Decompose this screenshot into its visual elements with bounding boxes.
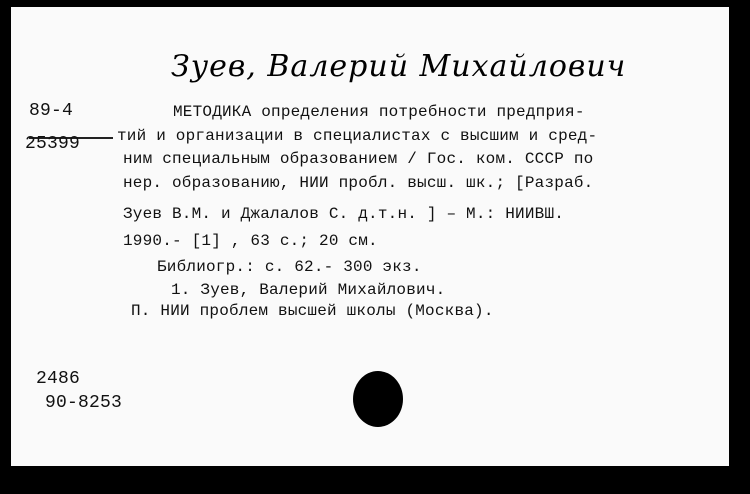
shelf-mark-top: 89-4 xyxy=(29,101,74,121)
description-line-1: МЕТОДИКА определения потребности предприя- xyxy=(173,103,585,121)
card-number-second: 90-8253 xyxy=(45,393,123,413)
entry-organization: П. НИИ проблем высшей школы (Москва). xyxy=(131,302,494,320)
description-line-5: Зуев В.М. и Джалалов С. д.т.н. ] – М.: НИИВШ. xyxy=(123,205,565,223)
shelf-mark-bottom: 25399 xyxy=(25,134,81,154)
description-line-6: 1990.- [1] , 63 с.; 20 см. xyxy=(123,232,378,250)
card-number-first: 2486 xyxy=(36,369,81,389)
handwritten-author: Зуев, Валерий Михайлович xyxy=(171,49,627,84)
description-line-2: тий и организации в специалистах с высшим и сред- xyxy=(117,127,598,145)
punch-hole xyxy=(353,371,403,427)
bibliography-note: Библиогр.: с. 62.- 300 экз. xyxy=(157,258,422,276)
description-line-4: нер. образованию, НИИ пробл. высш. шк.; [Разраб. xyxy=(123,174,594,192)
entry-author: 1. Зуев, Валерий Михайлович. xyxy=(171,281,446,299)
description-line-3: ним специальным образованием / Гос. ком. СССР по xyxy=(123,150,594,168)
catalog-card xyxy=(11,7,729,466)
